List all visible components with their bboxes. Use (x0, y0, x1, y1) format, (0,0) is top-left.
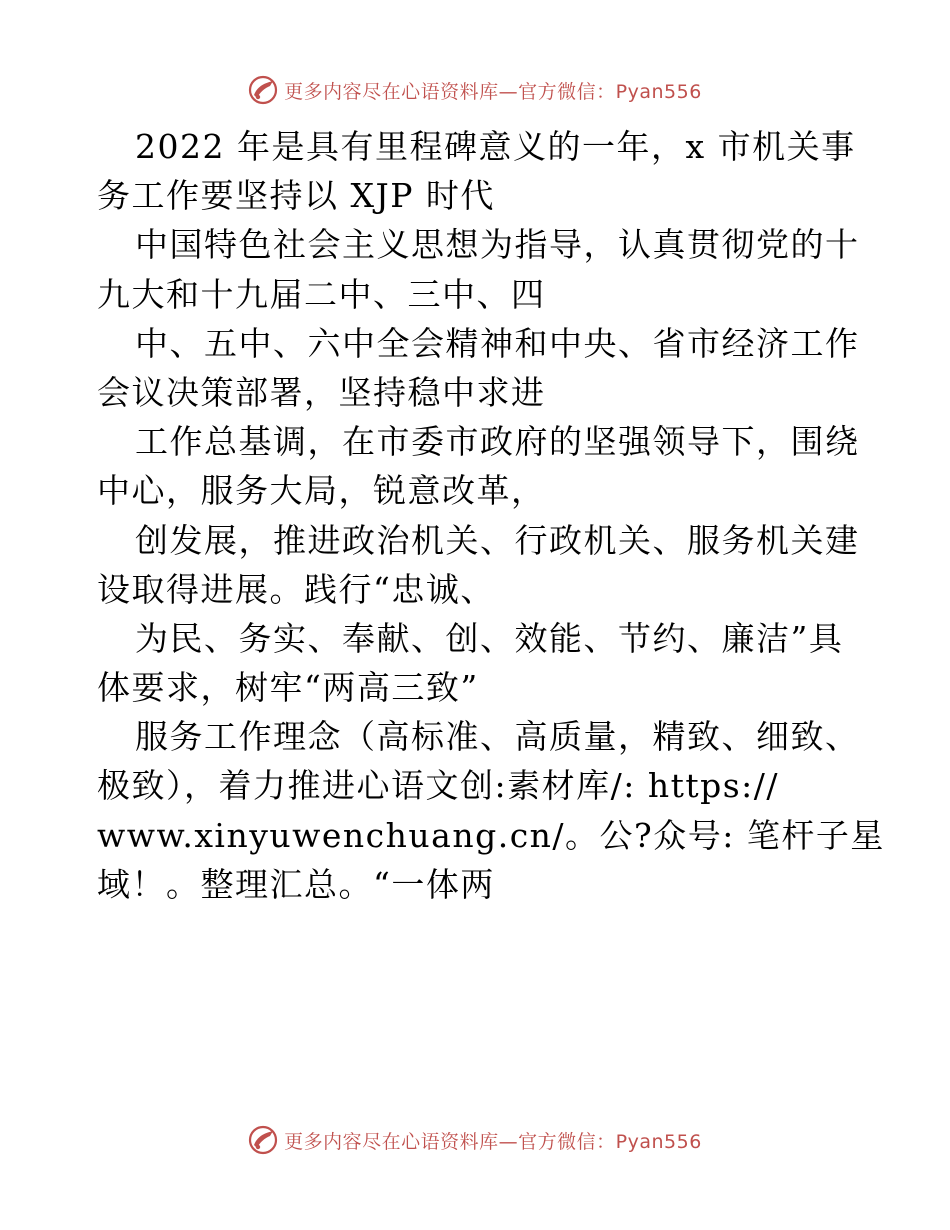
header-watermark-banner (0, 70, 950, 110)
body-line: 设取得进展。践行“忠诚、 (97, 569, 495, 609)
brush-logo-icon (248, 1125, 278, 1155)
body-line: 创发展，推进政治机关、行政机关、服务机关建 (135, 520, 860, 560)
body-line: 极致），着力推进心语文创:素材库/: https:// (97, 766, 780, 806)
body-line: 2022 年是具有里程碑意义的一年，x 市机关事 (135, 127, 856, 166)
footer-watermark-banner (0, 1120, 950, 1160)
body-line: 务工作要坚持以 XJP 时代 (97, 176, 495, 216)
body-line: 域！。整理汇总。“一体两 (97, 864, 495, 904)
body-line: 中、五中、六中全会精神和中央、省市经济工作 (135, 323, 860, 363)
brush-logo-icon (248, 75, 278, 105)
body-line: 为民、务实、奉献、创、效能、节约、廉洁”具 (135, 618, 844, 658)
document-body (97, 122, 885, 909)
body-line: www.xinyuwenchuang.cn/。公?众号: 笔杆子星 (97, 815, 885, 855)
body-line: 九大和十九届二中、三中、四 (97, 274, 546, 314)
body-line: 中心，服务大局，锐意改革， (97, 471, 546, 511)
footer-banner-text: 更多内容尽在心语资料库—官方微信：Pyan556 (284, 1130, 702, 1153)
body-line: 服务工作理念（高标准、高质量，精致、细致、 (135, 717, 860, 757)
body-line: 会议决策部署，坚持稳中求进 (97, 372, 546, 412)
body-line: 工作总基调，在市委市政府的坚强领导下，围绕 (135, 422, 860, 462)
body-line: 体要求，树牢“两高三致” (97, 668, 479, 708)
header-banner-text: 更多内容尽在心语资料库—官方微信：Pyan556 (284, 80, 702, 103)
body-line: 中国特色社会主义思想为指导，认真贯彻党的十 (135, 225, 860, 265)
